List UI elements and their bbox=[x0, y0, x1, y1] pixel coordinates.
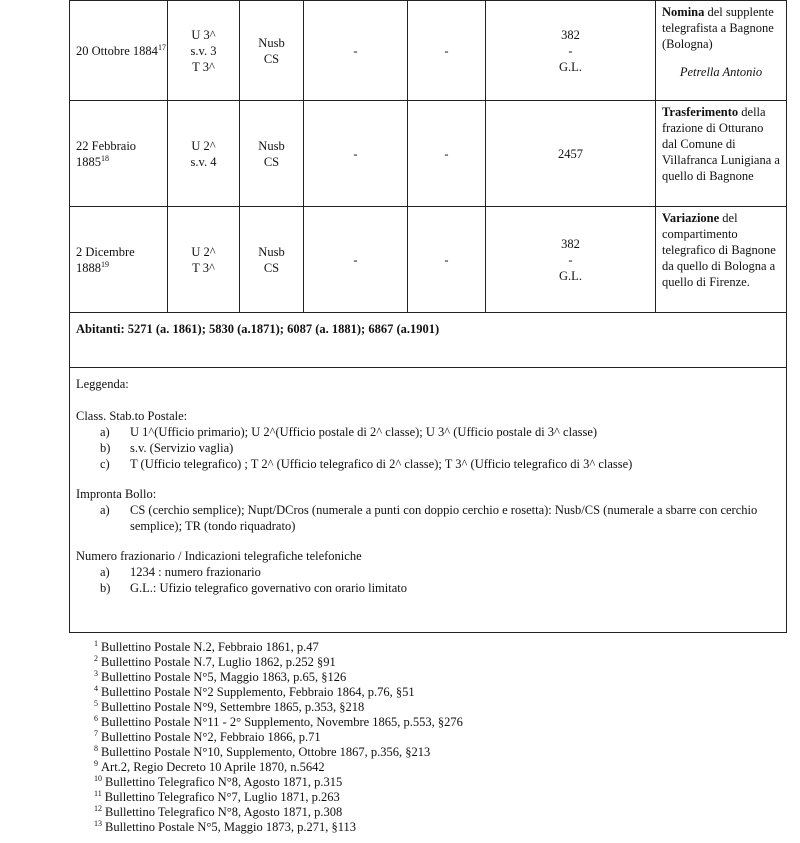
list-item: b) s.v. (Servizio vaglia) bbox=[100, 441, 234, 455]
abitanti-cell: Abitanti: 5271 (a. 1861); 5830 (a.1871); 6087 (a. 1881); 6867 (a.1901) bbox=[70, 313, 787, 368]
footnote: $^{11}$ Bullettino Telegrafico N°7, Luglio 1871, p.263 bbox=[94, 788, 340, 804]
class-cell: U 2^ T 3^ bbox=[168, 207, 240, 313]
footnote: $^7$ Bullettino Postale N°2, Febbraio 1866, p.71 bbox=[94, 728, 321, 744]
footnote: $^2$ Bullettino Postale N.7, Luglio 1862, p.252 §91 bbox=[94, 653, 336, 669]
footnote: $^1$ Bullettino Postale N.2, Febbraio 1861, p.47 bbox=[94, 638, 319, 654]
list-item: a) U 1^(Ufficio primario); U 2^(Ufficio postale di 2^ classe); U 3^ (Ufficio postale di 3^ classe) bbox=[100, 425, 598, 439]
legend-group-bollo bbox=[76, 486, 780, 534]
post-office-history-table bbox=[69, 0, 787, 633]
class-cell: U 2^ s.v. 4 bbox=[168, 101, 240, 207]
note-person-name: Petrella Antonio bbox=[679, 65, 763, 79]
class-cell: U 3^ s.v. 3 T 3^ bbox=[168, 1, 240, 101]
list-item: a) 1234 : numero frazionario bbox=[100, 565, 261, 579]
list-item: b) G.L.: Ufizio telegrafico governativo con orario limitato bbox=[100, 581, 407, 595]
date-cell: 2 Dicembre 1888$^{19}$ bbox=[70, 207, 168, 313]
footnote: $^8$ Bullettino Postale N°10, Supplemento, Ottobre 1867, p.356, §213 bbox=[94, 743, 431, 759]
empty-dash-cell: - bbox=[408, 101, 486, 207]
bollo-cell: Nusb CS bbox=[240, 101, 304, 207]
footnote: $^{12}$ Bullettino Telegrafico N°8, Agosto 1871, p.308 bbox=[94, 803, 343, 819]
empty-dash-cell: - bbox=[304, 1, 408, 101]
footnote: $^4$ Bullettino Postale N°2 Supplemento, Febbraio 1864, p.76, §51 bbox=[94, 683, 415, 699]
table-row bbox=[70, 101, 787, 207]
abitanti-row bbox=[70, 313, 787, 368]
empty-dash-cell: - bbox=[408, 207, 486, 313]
footnote: $^6$ Bullettino Postale N°11 - 2° Supplemento, Novembre 1865, p.553, §276 bbox=[94, 713, 463, 729]
legend-row bbox=[70, 368, 787, 633]
legend-group-frazionario bbox=[76, 548, 780, 596]
footnotes bbox=[94, 640, 714, 835]
bollo-cell: Nusb CS bbox=[240, 207, 304, 313]
footnote: $^5$ Bullettino Postale N°9, Settembre 1865, p.353, §218 bbox=[94, 698, 365, 714]
empty-dash-cell: - bbox=[304, 101, 408, 207]
list-item: a) CS (cerchio semplice); Nupt/DCros (numerale a punti con doppio cerchio e rosetta): Nusb/CS (numerale a sbarre con cerchio semplice); TR (tondo riquadrato) bbox=[100, 503, 758, 533]
empty-dash-cell: - bbox=[304, 207, 408, 313]
list-item: c) T (Ufficio telegrafico) ; T 2^ (Ufficio telegrafico di 2^ classe); T 3^ (Ufficio telegrafico di 3^ classe) bbox=[100, 457, 633, 471]
empty-dash-cell: - bbox=[408, 1, 486, 101]
legend-cell bbox=[70, 368, 787, 633]
frazionario-cell: 382 - G.L. bbox=[486, 1, 656, 101]
table-row bbox=[70, 1, 787, 101]
footnote: $^9$ Art.2, Regio Decreto 10 Aprile 1870, n.5642 bbox=[94, 758, 325, 774]
footnote: $^{13}$ Bullettino Postale N°5, Maggio 1873, p.271, §113 bbox=[94, 818, 357, 834]
legend-heading: Class. Stab.to Postale: bbox=[76, 409, 188, 423]
frazionario-cell: 2457 bbox=[486, 101, 656, 207]
table-row bbox=[70, 207, 787, 313]
legend-heading: Numero frazionario / Indicazioni telegrafiche telefoniche bbox=[76, 549, 362, 563]
legend-title: Leggenda: bbox=[76, 377, 129, 391]
bollo-cell: Nusb CS bbox=[240, 1, 304, 101]
note-cell: Trasferimento della frazione di Otturano dal Comune di Villafranca Lunigiana a quello di Bagnone bbox=[656, 101, 787, 207]
legend-group-class bbox=[76, 408, 780, 472]
date-cell: 20 Ottobre 1884$^{17}$ bbox=[70, 1, 168, 101]
date-cell: 22 Febbraio 1885$^{18}$ bbox=[70, 101, 168, 207]
footnote: $^3$ Bullettino Postale N°5, Maggio 1863, p.65, §126 bbox=[94, 668, 347, 684]
legend-heading: Impronta Bollo: bbox=[76, 487, 157, 501]
note-cell: Nomina del supplente telegrafista a Bagnone (Bologna) Petrella Antonio bbox=[656, 1, 787, 101]
frazionario-cell: 382 - G.L. bbox=[486, 207, 656, 313]
note-cell: Variazione del compartimento telegrafico di Bagnone da quello di Bologna a quello di Firenze. bbox=[656, 207, 787, 313]
footnote: $^{10}$ Bullettino Telegrafico N°8, Agosto 1871, p.315 bbox=[94, 773, 343, 789]
